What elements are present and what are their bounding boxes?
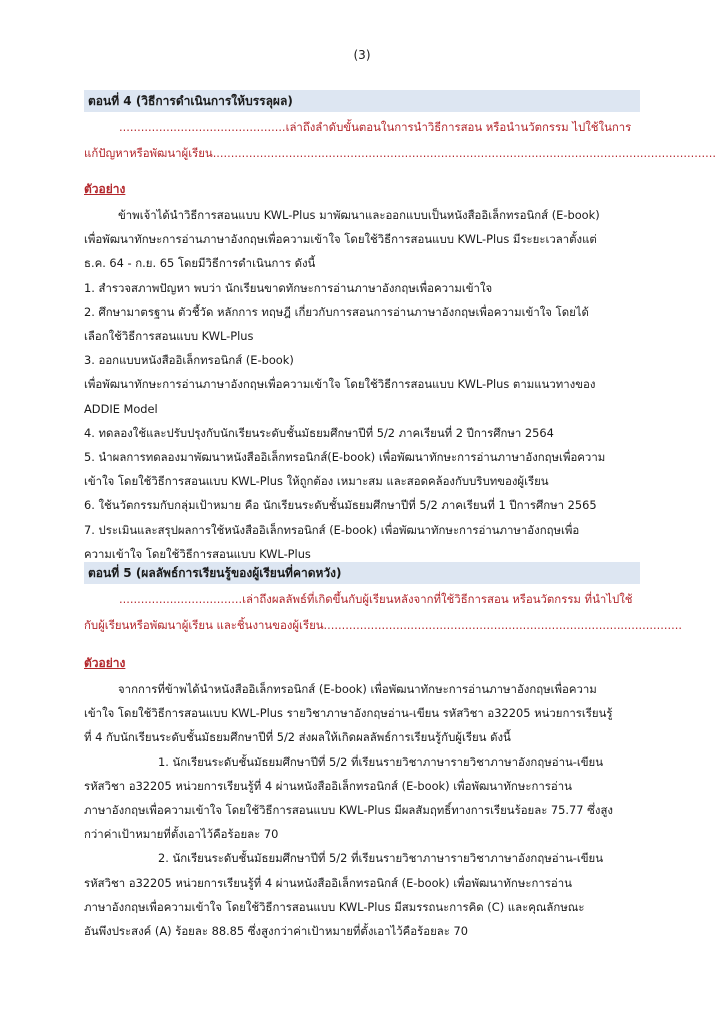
text-line: ภาษาอังกฤษเพื่อความเข้าใจ โดยใช้วิธีการสอนแบบ KWL-Plus มีผลสัมฤทธิ์ทางการเรียนร้อยละ 75.77 ซึ่งสูง	[84, 803, 613, 818]
part5-example	[84, 654, 640, 943]
page-number: (3)	[353, 48, 371, 62]
part4-example-label: ตัวอย่าง	[84, 182, 126, 196]
part4-section	[84, 90, 716, 166]
part5-guide-line2: กับผู้เรียนหรือพัฒนาผู้เรียน และชิ้นงานของผู้เรียน	[84, 618, 324, 632]
text-line: 7. ประเมินและสรุปผลการใช้หนังสืออิเล็กทรอนิกส์ (E-book) เพื่อพัฒนาทักษะการอ่านภาษาอังกฤษเพื่อ	[84, 522, 580, 537]
part4-guide-line1: เล่าถึงลำดับขั้นตอนในการนำวิธีการสอน หรือนำนวัตกรรม ไปใช้ในการ	[285, 120, 632, 134]
text-line: ADDIE Model	[84, 401, 158, 416]
text-line: รหัสวิชา อ32205 หน่วยการเรียนรู้ที่ 4 ผ่านหนังสืออิเล็กทรอนิกส์ (E-book) เพื่อพัฒนาทักษะการอ่าน	[84, 875, 572, 890]
text-line: 4. ทดลองใช้และปรับปรุงกับนักเรียนระดับชั้นมัธยมศึกษาปีที่ 5/2 ภาคเรียนที่ 2 ปีการศึกษา 2564	[84, 425, 554, 440]
part4-guide-line2: แก้ปัญหาหรือพัฒนาผู้เรียน	[84, 146, 213, 160]
text-line: ความเข้าใจ โดยใช้วิธีการสอนแบบ KWL-Plus	[84, 546, 311, 561]
part5-guide-dots: ..................................	[119, 592, 243, 606]
part5-guide	[84, 586, 682, 638]
text-line: ข้าพเจ้าได้นำวิธีการสอนแบบ KWL-Plus มาพัฒนาและออกแบบเป็นหนังสืออิเล็กทรอนิกส์ (E-book)	[118, 208, 600, 222]
part5-section	[84, 562, 682, 638]
text-line: เข้าใจ โดยใช้วิธีการสอนแบบ KWL-Plus รายวิชาภาษาอังกฤษอ่าน-เขียน รหัสวิชา อ32205 หน่วยการเรียนรู้	[84, 706, 613, 721]
text-line: 5. นำผลการทดลองมาพัฒนาหนังสืออิเล็กทรอนิกส์(E-book) เพื่อพัฒนาทักษะการอ่านภาษาอังกฤษเพื่อความ	[84, 450, 606, 465]
part4-guide-dots-2: ...........................................................................................................................................	[212, 146, 716, 160]
part5-heading: ตอนที่ 5 (ผลลัพธ์การเรียนรู้ของผู้เรียนที่คาดหวัง)	[84, 562, 640, 584]
text-line: เพื่อพัฒนาทักษะการอ่านภาษาอังกฤษเพื่อความเข้าใจ โดยใช้วิธีการสอนแบบ KWL-Plus ตามแนวทางของ	[84, 377, 596, 392]
part5-guide-line1: เล่าถึงผลลัพธ์ที่เกิดขึ้นกับผู้เรียนหลังจากที่ใช้วิธีการสอน หรือนวัตกรรม ที่นำไปใช้	[242, 592, 633, 606]
text-line: รหัสวิชา อ32205 หน่วยการเรียนรู้ที่ 4 ผ่านหนังสืออิเล็กทรอนิกส์ (E-book) เพื่อพัฒนาทักษะการอ่าน	[84, 778, 572, 793]
text-line: ธ.ค. 64 - ก.ย. 65 โดยมีวิธีการดำเนินการ ดังนี้	[84, 256, 316, 271]
text-line: ภาษาอังกฤษเพื่อความเข้าใจ โดยใช้วิธีการสอนแบบ KWL-Plus มีสมรรถนะการคิด (C) และคุณลักษณะ	[84, 899, 585, 914]
text-line: 1. สำรวจสภาพปัญหา พบว่า นักเรียนขาดทักษะการอ่านภาษาอังกฤษเพื่อความเข้าใจ	[84, 280, 493, 295]
text-line: เลือกใช้วิธีการสอนแบบ KWL-Plus	[84, 329, 254, 344]
part4-guide-dots: ..............................................	[119, 120, 286, 134]
part5-example-label: ตัวอย่าง	[84, 656, 126, 670]
text-line: 1. นักเรียนระดับชั้นมัธยมศึกษาปีที่ 5/2 ที่เรียนรายวิชาภาษารายวิชาภาษาอังกฤษอ่าน-เขียน	[158, 754, 604, 769]
part5-guide-dots-2: ...................................................................................................	[323, 618, 682, 632]
text-line: จากการที่ข้าพได้นำหนังสืออิเล็กทรอนิกส์ (E-book) เพื่อพัฒนาทักษะการอ่านภาษาอังกฤษเพื่อความ	[118, 682, 597, 696]
part4-guide	[84, 114, 716, 166]
part5-body	[84, 677, 640, 943]
text-line: 2. นักเรียนระดับชั้นมัธยมศึกษาปีที่ 5/2 ที่เรียนรายวิชาภาษารายวิชาภาษาอังกฤษอ่าน-เขียน	[158, 851, 604, 866]
part4-example	[84, 180, 640, 566]
text-line: 2. ศึกษามาตรฐาน ตัวชี้วัด หลักการ ทฤษฎี เกี่ยวกับการสอนการอ่านภาษาอังกฤษเพื่อความเข้าใจ โดยได้	[84, 304, 589, 319]
text-line: 6. ใช้นวัตกรรมกับกลุ่มเป้าหมาย คือ นักเรียนระดับชั้นมัธยมศึกษาปีที่ 5/2 ภาคเรียนที่ 1 ปีการศึกษา 2565	[84, 498, 597, 513]
text-line: กว่าค่าเป้าหมายที่ตั้งเอาไว้คือร้อยละ 70	[84, 827, 279, 842]
text-line: อันพึงประสงค์ (A) ร้อยละ 88.85 ซึ่งสูงกว่าค่าเป้าหมายที่ตั้งเอาไว้คือร้อยละ 70	[84, 924, 468, 939]
part4-body	[84, 203, 640, 566]
text-line: เพื่อพัฒนาทักษะการอ่านภาษาอังกฤษเพื่อความเข้าใจ โดยใช้วิธีการสอนแบบ KWL-Plus มีระยะเวลาตั้งแต่	[84, 232, 597, 247]
text-line: 3. ออกแบบหนังสืออิเล็กทรอนิกส์ (E-book)	[84, 353, 294, 368]
part4-heading: ตอนที่ 4 (วิธีการดำเนินการให้บรรลุผล)	[84, 90, 640, 112]
text-line: ที่ 4 กับนักเรียนระดับชั้นมัธยมศึกษาปีที่ 5/2 ส่งผลให้เกิดผลลัพธ์การเรียนรู้กับผู้เรียน ดังนี้	[84, 730, 511, 745]
text-line: เข้าใจ โดยใช้วิธีการสอนแบบ KWL-Plus ให้ถูกต้อง เหมาะสม และสอดคล้องกับบริบทของผู้เรียน	[84, 474, 549, 489]
